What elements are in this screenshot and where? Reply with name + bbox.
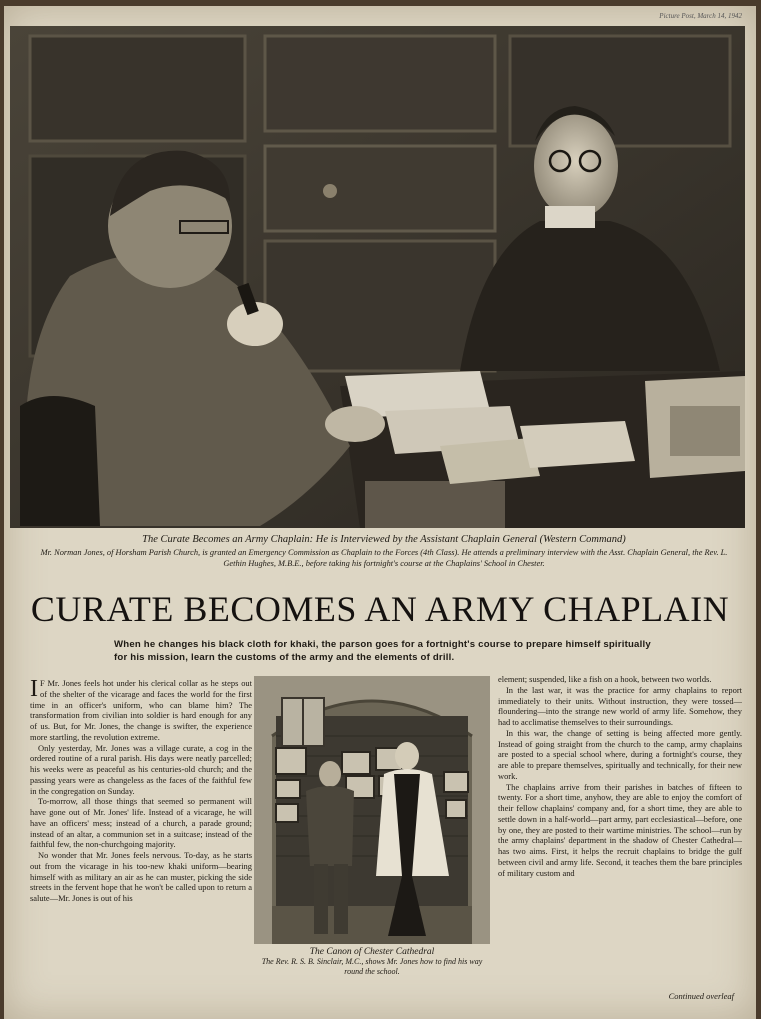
magazine-page <box>4 6 756 1019</box>
drop-cap: I <box>30 676 38 702</box>
paragraph: In the last war, it was the practice for army chaplains to report immediately to their units. Without instruction, they were tossed—floundering—into the strange new world of army life. Somehow, they had to acclimatise themselves to their surroundings. <box>498 684 742 727</box>
continued-overleaf[interactable]: Continued overleaf <box>668 991 734 1001</box>
headline: CURATE BECOMES AN ARMY CHAPLAIN <box>30 589 730 629</box>
article-column-1 <box>30 678 252 904</box>
paragraph: element; suspended, like a fish on a hook, between two worlds. <box>498 674 712 684</box>
cathedral-photo <box>254 676 490 944</box>
caption-title: The Canon of Chester Cathedral <box>309 947 435 957</box>
paragraph: In this war, the change of setting is being affected more gently. Instead of going straight from the church to the camp, army chaplains are posted to a special school where, during a fortnight's course, they are able to prepare themselves, spiritually and technically, for their new work. <box>498 727 742 781</box>
paragraph: To-morrow, all those things that seemed so permanent will have gone out of Mr. Jones' life. Instead of a vicarage, he will have an officers' mess; instead of a church, a parade ground; instead of an altar, a communion set in a suitcase; instead of the faithful few, the non-churchgoing majority. <box>30 796 252 850</box>
article-column-2 <box>498 674 742 878</box>
photo-caption <box>34 534 734 569</box>
standfirst: When he changes his black cloth for khaki, the parson goes for a fortnight's course to prepare himself spiritually for his mission, learn the customs of the army and the elements of drill. <box>114 639 651 663</box>
paragraph: Only yesterday, Mr. Jones was a village curate, a cog in the ordered routine of a rural parish. His days were neatly parcelled; his weeks were as peaceful as his centuries-old church; and the passing years were as changeless as the faces of the faithful few in the congregation on Sunday. <box>30 742 252 796</box>
photo-caption <box>256 947 488 977</box>
caption-body: Mr. Norman Jones, of Horsham Parish Church, is granted an Emergency Commission as Chaplain to the Forces (4th Class). He attends a preliminary interview with the Asst. Chaplain General, the Rev. L. Gethin Hughes, M.B.E., before taking his fortnight's course at the Chaplains' School in Chester. <box>40 548 728 568</box>
paragraph: F Mr. Jones feels hot under his clerical collar as he steps out of the shelter of the vicarage and faces the world for the first time in an officer's uniform, who can blame him? The transformation from civilian into soldier is hard enough for any of us. But, for Mr. Jones, the change is swifter, the experience more startling, the revolution extreme. <box>30 678 252 742</box>
paragraph: No wonder that Mr. Jones feels nervous. To-day, as he starts out from the vicarage in his too-new khaki uniform—bearing himself with as military an air as he can muster, picking the side streets in the fervent hope that he won't be called upon to return a salute—Mr. Jones is out of his <box>30 850 252 903</box>
running-head: Picture Post, March 14, 1942 <box>659 12 742 20</box>
caption-title: The Curate Becomes an Army Chaplain: He is Interviewed by the Assistant Chaplain General (Western Command) <box>142 534 626 545</box>
caption-body: The Rev. R. S. B. Sinclair, M.C., shows Mr. Jones how to find his way round the school. <box>261 957 483 976</box>
interview-photo <box>10 26 745 528</box>
paragraph: The chaplains arrive from their parishes in batches of fifteen to twenty. For a short time, anyhow, they are able to enjoy the comfort of their fellow chaplains' company and, for a short time, they are able to settle down in a half-world—part army, part ecclesiastical—before, one by one, they are posted to their wartime ministries. The school—run by the army chaplains' department in the shadow of Chester Cathedral—has two aims. First, it helps the recruit chaplains to bridge the gulf between civil and army life. Second, it teaches them the bare principles of military custom and <box>498 781 742 878</box>
